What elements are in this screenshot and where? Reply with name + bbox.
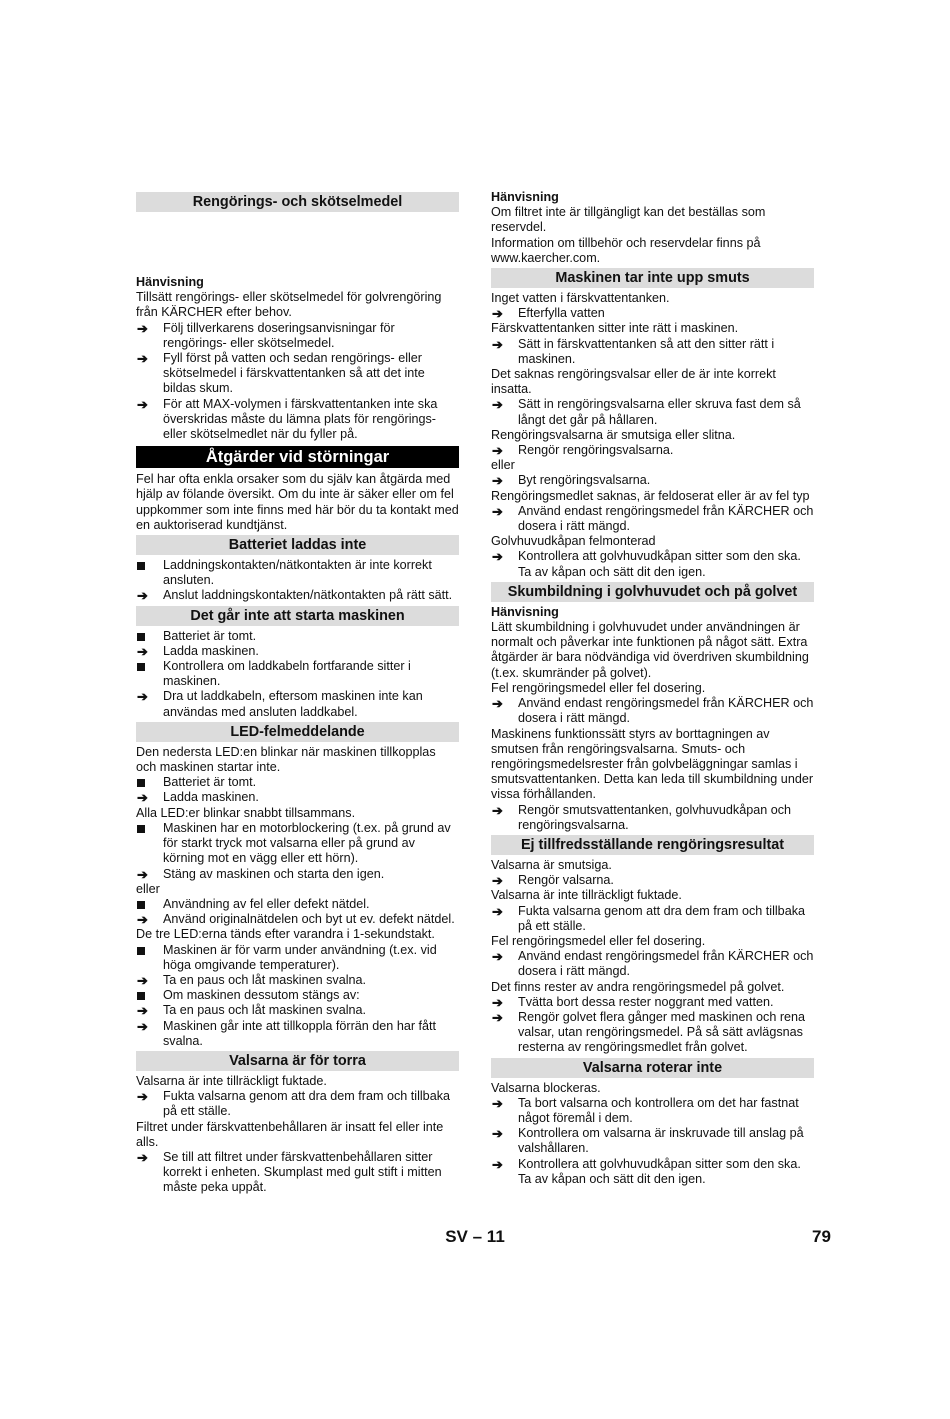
arrow-item: ➔ Ta en paus och låt maskinen svalna.	[137, 972, 367, 988]
arrow-icon: ➔	[137, 866, 148, 882]
paragraph: Färskvattentanken sitter inte rätt i maskinen.	[491, 321, 739, 336]
arrow-item: ➔ Fukta valsarna genom att dra dem fram och tillbaka på ett ställe.	[137, 1089, 450, 1119]
section-heading-cleaning-agents: Rengörings- och skötselmedel	[136, 192, 459, 212]
chapter-heading-troubleshooting: Åtgärder vid störningar	[136, 446, 459, 468]
paragraph: Information om tillbehör och reservdelar finns på www.kaercher.com.	[491, 235, 761, 265]
arrow-item: ➔ Rengör valsarna.	[492, 873, 614, 889]
arrow-icon: ➔	[492, 336, 503, 352]
square-bullet-icon	[137, 558, 157, 574]
arrow-item: ➔ Använd originalnätdelen och byt ut ev. defekt nätdel.	[137, 912, 455, 928]
arrow-icon: ➔	[492, 1095, 503, 1111]
square-bullet-icon	[137, 629, 157, 645]
square-bullet-icon	[137, 897, 157, 913]
section-heading-no-dirt-pickup: Maskinen tar inte upp smuts	[491, 268, 814, 288]
arrow-icon: ➔	[492, 1126, 503, 1142]
section-heading-poor-results: Ej tillfredsställande rengöringsresultat	[491, 835, 814, 855]
section-heading-start: Det går inte att starta maskinen	[136, 606, 459, 626]
arrow-item: ➔ Rengör smutsvattentanken, golvhuvudkåpan och rengöringsvalsarna.	[492, 802, 792, 832]
arrow-item: ➔ Ladda maskinen.	[137, 790, 259, 806]
paragraph: De tre LED:erna tänds efter varandra i 1-sekundstakt.	[136, 927, 435, 942]
bullet-item: Användning av fel eller defekt nätdel.	[136, 897, 459, 912]
note-label: Hänvisning	[491, 604, 559, 619]
bullet-item: Batteriet är tomt.	[136, 775, 459, 790]
arrow-icon: ➔	[137, 643, 148, 659]
arrow-item: ➔ Använd endast rengöringsmedel från KÄRCHER och dosera i rätt mängd.	[492, 949, 814, 979]
arrow-icon: ➔	[492, 1156, 503, 1172]
paragraph: Valsarna är inte tillräckligt fuktade.	[491, 888, 682, 903]
arrow-icon: ➔	[137, 689, 148, 705]
paragraph: Valsarna är smutsiga.	[491, 857, 612, 872]
square-bullet-icon	[137, 988, 157, 1004]
paragraph: Inget vatten i färskvattentanken.	[491, 291, 670, 306]
arrow-icon: ➔	[492, 1009, 503, 1025]
arrow-item: ➔ Efterfylla vatten	[492, 306, 605, 322]
paragraph: Rengöringsmedlet saknas, är feldoserat eller är av fel typ	[491, 488, 810, 503]
paragraph: Rengöringsvalsarna är smutsiga eller slitna.	[491, 427, 736, 442]
bullet-item: Om maskinen dessutom stängs av:	[136, 988, 459, 1003]
arrow-icon: ➔	[492, 503, 503, 519]
arrow-item: ➔ Fukta valsarna genom att dra dem fram och tillbaka på ett ställe.	[492, 903, 805, 933]
arrow-icon: ➔	[492, 903, 503, 919]
paragraph: Den nedersta LED:en blinkar när maskinen tillkopplas och maskinen startar inte.	[136, 744, 436, 775]
arrow-icon: ➔	[137, 1018, 148, 1034]
arrow-item: ➔ Dra ut laddkabeln, eftersom maskinen inte kan användas med ansluten laddkabel.	[137, 689, 423, 719]
square-bullet-icon	[137, 659, 157, 675]
arrow-item: ➔ Anslut laddningskontakten/nätkontakten på rätt sätt.	[137, 588, 453, 604]
arrow-icon: ➔	[492, 473, 503, 489]
square-bullet-icon	[137, 943, 157, 959]
arrow-item: ➔ Kontrollera att golvhuvudkåpan sitter som den ska. Ta av kåpan och sätt dit den igen.	[492, 1156, 801, 1186]
arrow-item: ➔ Kontrollera om valsarna är inskruvade till anslag på valshållaren.	[492, 1126, 804, 1156]
paragraph: eller	[491, 458, 515, 473]
arrow-icon: ➔	[492, 397, 503, 413]
arrow-icon: ➔	[137, 351, 148, 367]
arrow-item: ➔ Rengör golvet flera gånger med maskinen och rena valsar, utan rengöringsmedel. På så sätt avlägsnas resterna av rengöringsmedlet från golvet.	[492, 1009, 806, 1055]
arrow-icon: ➔	[492, 696, 503, 712]
arrow-item: ➔ Använd endast rengöringsmedel från KÄRCHER och dosera i rätt mängd.	[492, 696, 814, 726]
bullet-item: Maskinen har en motorblockering (t.ex. på grund av för starkt tryck mot valsarna eller på grund av körning mot en vägg eller ett hörn).	[136, 821, 459, 867]
paragraph: Golvhuvudkåpan felmonterad	[491, 534, 656, 549]
section-heading-foaming: Skumbildning i golvhuvudet och på golvet	[491, 582, 814, 602]
arrow-icon: ➔	[137, 1149, 148, 1165]
section-heading-battery: Batteriet laddas inte	[136, 535, 459, 555]
arrow-item: ➔ Följ tillverkarens doseringsanvisningar för rengörings- eller skötselmedel.	[137, 320, 395, 350]
arrow-icon: ➔	[492, 994, 503, 1010]
arrow-icon: ➔	[137, 1089, 148, 1105]
arrow-item: ➔ Sätt in färskvattentanken så att den sitter rätt i maskinen.	[492, 336, 775, 366]
arrow-item: ➔ Se till att filtret under färskvattenbehållaren sitter korrekt i enheten. Skumplast med gult stift i mitten måste peka uppåt.	[137, 1149, 442, 1195]
arrow-icon: ➔	[137, 396, 148, 412]
arrow-icon: ➔	[492, 443, 503, 459]
square-bullet-icon	[137, 821, 157, 837]
arrow-icon: ➔	[137, 1003, 148, 1019]
page-number: 79	[812, 1227, 831, 1246]
square-bullet-icon	[137, 775, 157, 791]
paragraph: Fel rengöringsmedel eller fel dosering.	[491, 933, 706, 948]
arrow-icon: ➔	[137, 912, 148, 928]
arrow-icon: ➔	[492, 306, 503, 322]
paragraph: Maskinens funktionssätt styrs av borttagningen av smutsen från rengöringsvalsarna. Smuts- och rengöringsmedelsrester från golvbeläggningar samlas i smutsvattentanken. Detta kan leda till skumbildning under vissa förhållanden.	[491, 726, 814, 802]
arrow-item: ➔ Maskinen går inte att tillkoppla förrän den har fått svalna.	[137, 1018, 437, 1048]
arrow-icon: ➔	[492, 949, 503, 965]
bullet-item: Laddningskontakten/nätkontakten är inte korrekt ansluten.	[136, 558, 459, 588]
arrow-item: ➔ Stäng av maskinen och starta den igen.	[137, 866, 385, 882]
left-column	[136, 190, 459, 1196]
arrow-icon: ➔	[137, 320, 148, 336]
arrow-icon: ➔	[492, 549, 503, 565]
bullet-item: Batteriet är tomt.	[136, 629, 459, 644]
paragraph: Fel rengöringsmedel eller fel dosering.	[491, 680, 706, 695]
arrow-item: ➔ Tvätta bort dessa rester noggrant med vatten.	[492, 994, 774, 1010]
paragraph: Lätt skumbildning i golvhuvudet under användningen är normalt och påverkar inte funktionen på något sätt. Extra åtgärder är bara nödvändiga vid överdriven skumbildning (t.ex. skumränder på golvet).	[491, 620, 809, 680]
arrow-icon: ➔	[137, 790, 148, 806]
bullet-item: Kontrollera om laddkabeln fortfarande sitter i maskinen.	[136, 659, 459, 689]
section-heading-rollers-dry: Valsarna är för torra	[136, 1051, 459, 1071]
arrow-icon: ➔	[492, 802, 503, 818]
arrow-item: ➔ Ladda maskinen.	[137, 643, 259, 659]
paragraph: Valsarna blockeras.	[491, 1080, 601, 1095]
arrow-item: ➔ Sätt in rengöringsvalsarna eller skruva fast dem så långt det går på hållaren.	[492, 397, 801, 427]
arrow-item: ➔ Rengör rengöringsvalsarna.	[492, 443, 674, 459]
note-label: Hänvisning	[136, 275, 204, 289]
paragraph: Valsarna är inte tillräckligt fuktade.	[136, 1073, 327, 1088]
paragraph: eller	[136, 881, 160, 896]
right-column	[491, 190, 814, 1187]
section-heading-led: LED-felmeddelande	[136, 722, 459, 742]
arrow-item: ➔ Ta bort valsarna och kontrollera om det har fastnat något föremål i dem.	[492, 1095, 799, 1125]
paragraph: Det saknas rengöringsvalsar eller de är inte korrekt insatta.	[491, 367, 776, 397]
arrow-item: ➔ Använd endast rengöringsmedel från KÄRCHER och dosera i rätt mängd.	[492, 503, 814, 534]
paragraph: Tillsätt rengörings- eller skötselmedel för golvrengöring från KÄRCHER efter behov.	[136, 290, 442, 320]
note-label: Hänvisning	[491, 190, 559, 204]
arrow-item: ➔ För att MAX-volymen i färskvattentanken inte ska överskridas måste du lämna plats för rengörings- eller skötselmedlet när du fyller på.	[137, 396, 438, 442]
section-heading-rollers-not-rotating: Valsarna roterar inte	[491, 1058, 814, 1078]
arrow-icon: ➔	[492, 873, 503, 889]
arrow-item: ➔ Byt rengöringsvalsarna.	[492, 473, 651, 489]
paragraph: Alla LED:er blinkar snabbt tillsammans.	[136, 805, 356, 820]
paragraph: Fel har ofta enkla orsaker som du själv kan åtgärda med hjälp av fölande översikt. Om du inte är säker eller om fel uppkommer som inte finns med här bör du ta kontakt med en auktoriserad kundtjänst.	[136, 472, 459, 532]
paragraph: Filtret under färskvattenbehållaren är insatt fel eller inte alls.	[136, 1119, 444, 1149]
arrow-item: ➔ Kontrollera att golvhuvudkåpan sitter som den ska. Ta av kåpan och sätt dit den igen.	[492, 549, 801, 579]
arrow-icon: ➔	[137, 588, 148, 604]
paragraph: Det finns rester av andra rengöringsmedel på golvet.	[491, 979, 785, 994]
paragraph: Om filtret inte är tillgängligt kan det beställas som reservdel.	[491, 205, 766, 235]
footer-section-label: SV – 11	[445, 1227, 505, 1246]
arrow-icon: ➔	[137, 972, 148, 988]
arrow-item: ➔ Fyll först på vatten och sedan rengörings- eller skötselmedel i färskvattentanken så att det inte bildas skum.	[137, 351, 425, 396]
bullet-item: Maskinen är för varm under användning (t.ex. vid höga omgivande temperaturer).	[136, 943, 459, 973]
arrow-item: ➔ Ta en paus och låt maskinen svalna.	[137, 1003, 367, 1019]
